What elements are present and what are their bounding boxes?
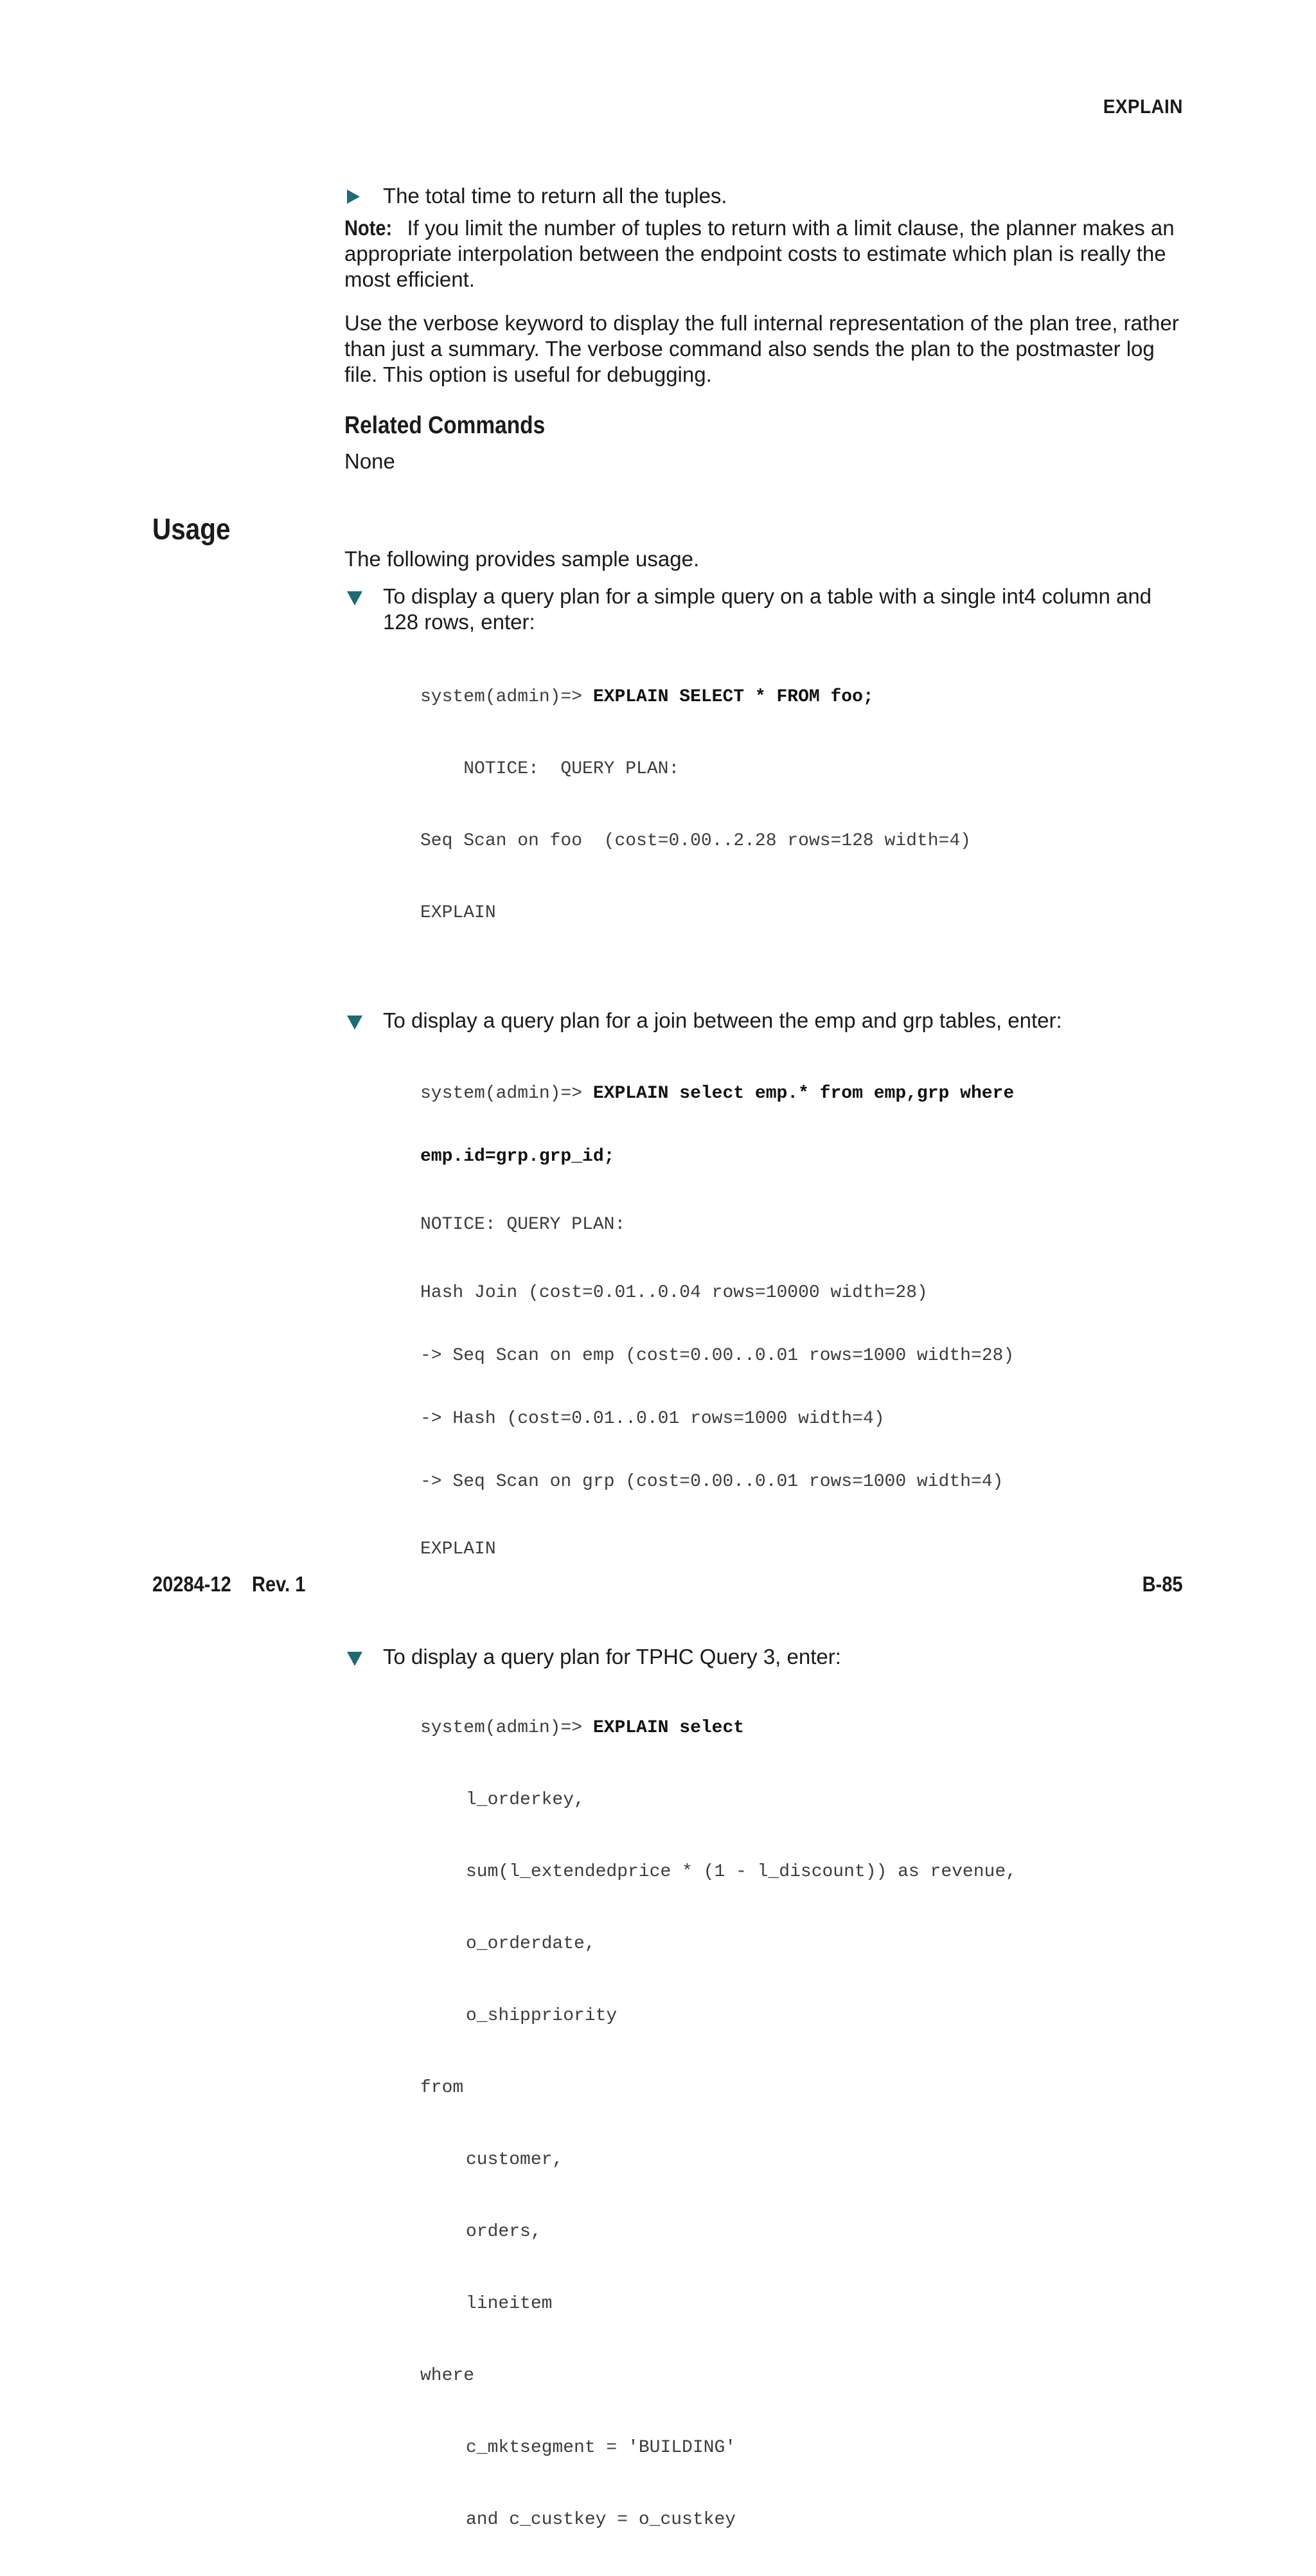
- code-line: from: [420, 2078, 464, 2098]
- running-header: EXPLAIN: [1103, 95, 1183, 118]
- code-line: lineitem: [466, 2294, 553, 2314]
- code-line: customer,: [466, 2150, 564, 2170]
- code-prompt: system(admin)=>: [420, 1718, 593, 1738]
- footer-page-number: B-85: [1143, 1572, 1183, 1596]
- plan-line: -> Seq Scan on grp (cost=0.00..0.01 rows=1000 width=4): [420, 1472, 1004, 1492]
- code-block-3: [420, 1672, 1186, 2576]
- code-command: EXPLAIN select emp.* from emp,grp where: [592, 1084, 1015, 1104]
- code-block-1: [420, 641, 1186, 969]
- code-line: [420, 1082, 1186, 1105]
- code-line: [420, 1712, 1186, 1744]
- footer-revision: Rev. 1: [252, 1572, 306, 1596]
- code-block-2: [420, 1042, 1186, 1606]
- triangle-down-icon: [347, 1652, 362, 1666]
- note-label: Note:: [344, 216, 393, 240]
- example-description: To display a query plan for a simple query on a table with a single int4 column and 128 rows, enter:: [383, 584, 1152, 634]
- code-prompt: system(admin)=>: [420, 1084, 593, 1104]
- triangle-down-icon: [347, 1015, 362, 1030]
- related-commands-heading: Related Commands: [344, 412, 546, 439]
- code-line: c_mktsegment = 'BUILDING': [466, 2438, 736, 2458]
- code-line: sum(l_extendedprice * (1 - l_discount)) as revenue,: [466, 1862, 1017, 1882]
- plan-line: -> Seq Scan on emp (cost=0.00..0.01 rows=1000 width=28): [420, 1346, 1015, 1366]
- code-line: and c_custkey = o_custkey: [466, 2510, 736, 2530]
- code-line: EXPLAIN: [420, 1539, 496, 1559]
- usage-example-2: [344, 1008, 1186, 1033]
- code-line: EXPLAIN: [420, 903, 496, 923]
- usage-intro: The following provides sample usage.: [344, 547, 700, 571]
- usage-example-3: [344, 1644, 1186, 1670]
- code-line: o_shippriority: [466, 2006, 618, 2026]
- verbose-paragraph: Use the verbose keyword to display the full internal representation of the plan tree, rather than just a summary. The verbose command also sends the plan to the postmaster log file. This option is useful for debugging.: [344, 311, 1179, 386]
- code-line: o_orderdate,: [466, 1934, 596, 1954]
- code-prompt: system(admin)=>: [420, 687, 593, 707]
- code-line: NOTICE: QUERY PLAN:: [420, 1215, 626, 1235]
- note-paragraph: [344, 215, 1186, 292]
- footer-doc-info: [152, 1572, 305, 1597]
- code-command: EXPLAIN select: [592, 1718, 745, 1738]
- bullet-text: The total time to return all the tuples.: [383, 184, 727, 208]
- example-description: To display a query plan for a join between the emp and grp tables, enter:: [383, 1008, 1062, 1032]
- bullet-total-time: [344, 183, 1186, 209]
- arrow-right-icon: [347, 190, 360, 204]
- example-description: To display a query plan for TPHC Query 3, enter:: [383, 1645, 841, 1668]
- code-line: NOTICE: QUERY PLAN:: [420, 759, 680, 779]
- triangle-down-icon: [347, 591, 362, 605]
- page-content: [344, 183, 1186, 2576]
- code-line: orders,: [466, 2222, 542, 2242]
- code-line: [420, 681, 1186, 713]
- code-command: EXPLAIN SELECT * FROM foo;: [592, 687, 874, 707]
- plan-line: -> Hash (cost=0.01..0.01 rows=1000 width=4): [420, 1409, 885, 1429]
- code-line: l_orderkey,: [466, 1790, 585, 1810]
- plan-line: Hash Join (cost=0.01..0.04 rows=10000 width=28): [420, 1283, 928, 1303]
- code-command-continued: emp.id=grp.grp_id;: [420, 1147, 615, 1167]
- note-text: If you limit the number of tuples to return with a limit clause, the planner makes an appropriate interpolation between the endpoint costs to estimate which plan is really the most efficient.: [344, 216, 1175, 291]
- related-commands-value: None: [344, 449, 395, 473]
- footer-doc-number: 20284-12: [152, 1572, 231, 1596]
- usage-example-1: [344, 584, 1186, 635]
- code-line: Seq Scan on foo (cost=0.00..2.28 rows=128 width=4): [420, 831, 971, 851]
- code-line: where: [420, 2366, 475, 2386]
- usage-heading: Usage: [152, 512, 231, 546]
